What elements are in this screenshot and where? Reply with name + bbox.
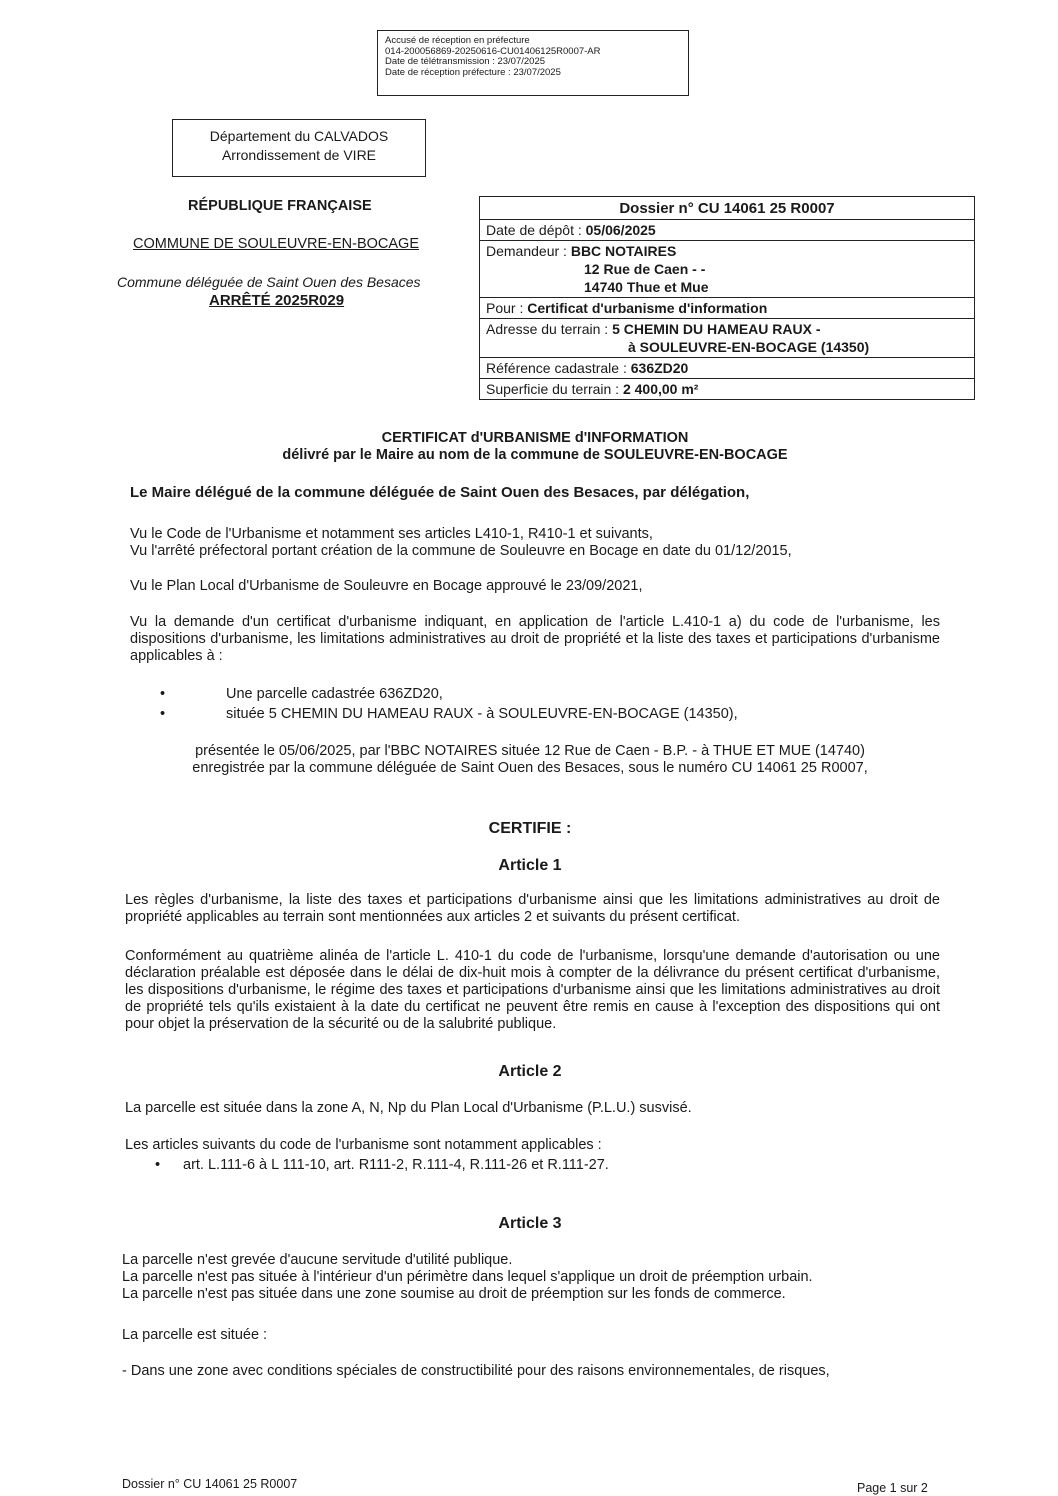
article3-line: La parcelle n'est pas située à l'intérieur d'un périmètre dans lequel s'applique un droit de préemption urbain. — [122, 1269, 813, 1285]
article1-paragraph-2: Conformément au quatrième alinéa de l'article L. 410-1 du code de l'urbanisme, lorsqu'une demande d'autorisation ou une déclaration préalable est déposée dans le délai de dix-huit mois à compter de la délivrance du présent certificat d'urbanisme, les dispositions d'urbanisme, le régime des taxes et participations d'urbanisme ainsi que les limitations administratives au droit de propriété tels qu'ils existaient à la date du certificat ne peuvent être remis en cause à l'exception des dispositions qui ont pour objet la préservation de la sécurité ou de la salubrité publique. — [125, 948, 940, 1032]
parcel-bullet-list — [160, 686, 738, 726]
dossier-table — [479, 196, 975, 400]
demandeur-address-1: 12 Rue de Caen - - — [584, 261, 706, 277]
article2-zone: La parcelle est située dans la zone A, N, Np du Plan Local d'Urbanisme (P.L.U.) susvisé. — [125, 1100, 692, 1116]
dossier-title: Dossier n° CU 14061 25 R0007 — [619, 200, 835, 217]
republique-heading: RÉPUBLIQUE FRANÇAISE — [188, 198, 372, 214]
cadastre-label: Référence cadastrale : — [486, 360, 631, 376]
article3-lines — [122, 1252, 937, 1303]
article3-line: La parcelle n'est grevée d'aucune servitude d'utilité publique. — [122, 1252, 513, 1268]
footer-page-number: Page 1 sur 2 — [857, 1481, 928, 1495]
department-line: Département du CALVADOS — [209, 128, 389, 144]
arrondissement-line: Arrondissement de VIRE — [221, 147, 377, 163]
prefecture-receipt-box — [377, 30, 689, 96]
certificate-title-line1: CERTIFICAT d'URBANISME d'INFORMATION — [381, 430, 689, 446]
vu-line: Vu l'arrêté préfectoral portant création de la commune de Souleuvre en Bocage en date du 01/12/2015, — [130, 543, 792, 559]
presentee-line1: présentée le 05/06/2025, par l'BBC NOTAIRES située 12 Rue de Caen - B.P. - à THUE ET MUE (14740) — [195, 743, 865, 759]
department-box — [172, 119, 426, 177]
presentee-line2: enregistrée par la commune déléguée de Saint Ouen des Besaces, sous le numéro CU 14061 25 R0007, — [192, 760, 868, 776]
list-item — [160, 706, 738, 726]
terrain-value-1: 5 CHEMIN DU HAMEAU RAUX - — [612, 321, 821, 337]
vu-paragraph-1 — [130, 526, 940, 560]
depot-label: Date de dépôt : — [486, 222, 586, 238]
article3-situee: La parcelle est située : — [122, 1327, 268, 1343]
vu-line: Vu le Code de l'Urbanisme et notamment ses articles L410-1, R410-1 et suivants, — [130, 526, 653, 542]
cadastre-value: 636ZD20 — [630, 360, 689, 376]
bullet-icon: • — [155, 1157, 161, 1173]
superficie-value: 2 400,00 m² — [622, 381, 699, 397]
bullet-text: Une parcelle cadastrée 636ZD20, — [226, 686, 443, 702]
article2-articles-intro: Les articles suivants du code de l'urbanisme sont notamment applicables : — [125, 1137, 602, 1153]
commune-heading: COMMUNE DE SOULEUVRE-EN-BOCAGE — [133, 236, 420, 252]
depot-value: 05/06/2025 — [585, 222, 656, 238]
certifie-heading: CERTIFIE : — [488, 820, 572, 837]
list-item — [155, 1157, 609, 1174]
dossier-row-superficie — [480, 378, 974, 399]
presentee-paragraph — [130, 743, 930, 777]
receipt-line: Date de réception préfecture : 23/07/2025 — [385, 66, 561, 78]
superficie-label: Superficie du terrain : — [486, 381, 623, 397]
receipt-line: 014-200056869-20250616-CU01406125R0007-AR — [385, 45, 601, 57]
article3-zone-conditions: - Dans une zone avec conditions spéciales de constructibilité pour des raisons environnementales, de risques, — [122, 1363, 830, 1379]
article3-heading: Article 3 — [498, 1215, 562, 1232]
article2-heading: Article 2 — [498, 1063, 562, 1080]
certificate-title — [200, 430, 870, 464]
dossier-row-cadastre — [480, 357, 974, 378]
list-item — [160, 686, 738, 706]
vu-demande: Vu la demande d'un certificat d'urbanisme indiquant, en application de l'article L.410-1 a) du code de l'urbanisme, les dispositions d'urbanisme, les limitations administratives au droit de propriété et la liste des taxes et participations d'urbanisme applicables à : — [130, 614, 940, 664]
demandeur-label: Demandeur : — [486, 243, 571, 259]
maire-statement: Le Maire délégué de la commune déléguée de Saint Ouen des Besaces, par délégation, — [130, 484, 750, 501]
dossier-row-demandeur — [480, 240, 974, 297]
dossier-row-pour — [480, 297, 974, 318]
dossier-row-terrain — [480, 318, 974, 357]
pour-label: Pour : — [486, 300, 528, 316]
pour-value: Certificat d'urbanisme d'information — [527, 300, 768, 316]
bullet-icon: • — [160, 686, 166, 702]
demandeur-value: BBC NOTAIRES — [570, 243, 677, 259]
dossier-row-depot — [480, 219, 974, 240]
certificate-title-line2: délivré par le Maire au nom de la commune de SOULEUVRE-EN-BOCAGE — [282, 447, 788, 463]
vu-plu: Vu le Plan Local d'Urbanisme de Souleuvre en Bocage approuvé le 23/09/2021, — [130, 578, 643, 594]
terrain-value-2: à SOULEUVRE-EN-BOCAGE (14350) — [628, 339, 870, 355]
arrete-number: ARRÊTÉ 2025R029 — [209, 292, 345, 309]
commune-deleguee: Commune déléguée de Saint Ouen des Besaces — [117, 274, 421, 290]
article1-heading: Article 1 — [498, 857, 562, 874]
terrain-label: Adresse du terrain : — [486, 321, 613, 337]
receipt-line: Accusé de réception en préfecture — [385, 35, 530, 46]
article2-bullet-text: art. L.111-6 à L 111-10, art. R111-2, R.111-4, R.111-26 et R.111-27. — [183, 1157, 609, 1173]
bullet-icon: • — [160, 706, 166, 722]
article1-paragraph-1: Les règles d'urbanisme, la liste des taxes et participations d'urbanisme ainsi que les limitations administratives au droit de propriété applicables au terrain sont mentionnées aux articles 2 et suivants du présent certificat. — [125, 892, 940, 925]
article3-line: La parcelle n'est pas située dans une zone soumise au droit de préemption sur les fonds de commerce. — [122, 1286, 786, 1302]
receipt-line: Date de télétransmission : 23/07/2025 — [385, 56, 546, 67]
demandeur-address-2: 14740 Thue et Mue — [584, 279, 709, 295]
bullet-text: située 5 CHEMIN DU HAMEAU RAUX - à SOULEUVRE-EN-BOCAGE (14350), — [226, 706, 738, 722]
footer-dossier: Dossier n° CU 14061 25 R0007 — [122, 1477, 298, 1491]
